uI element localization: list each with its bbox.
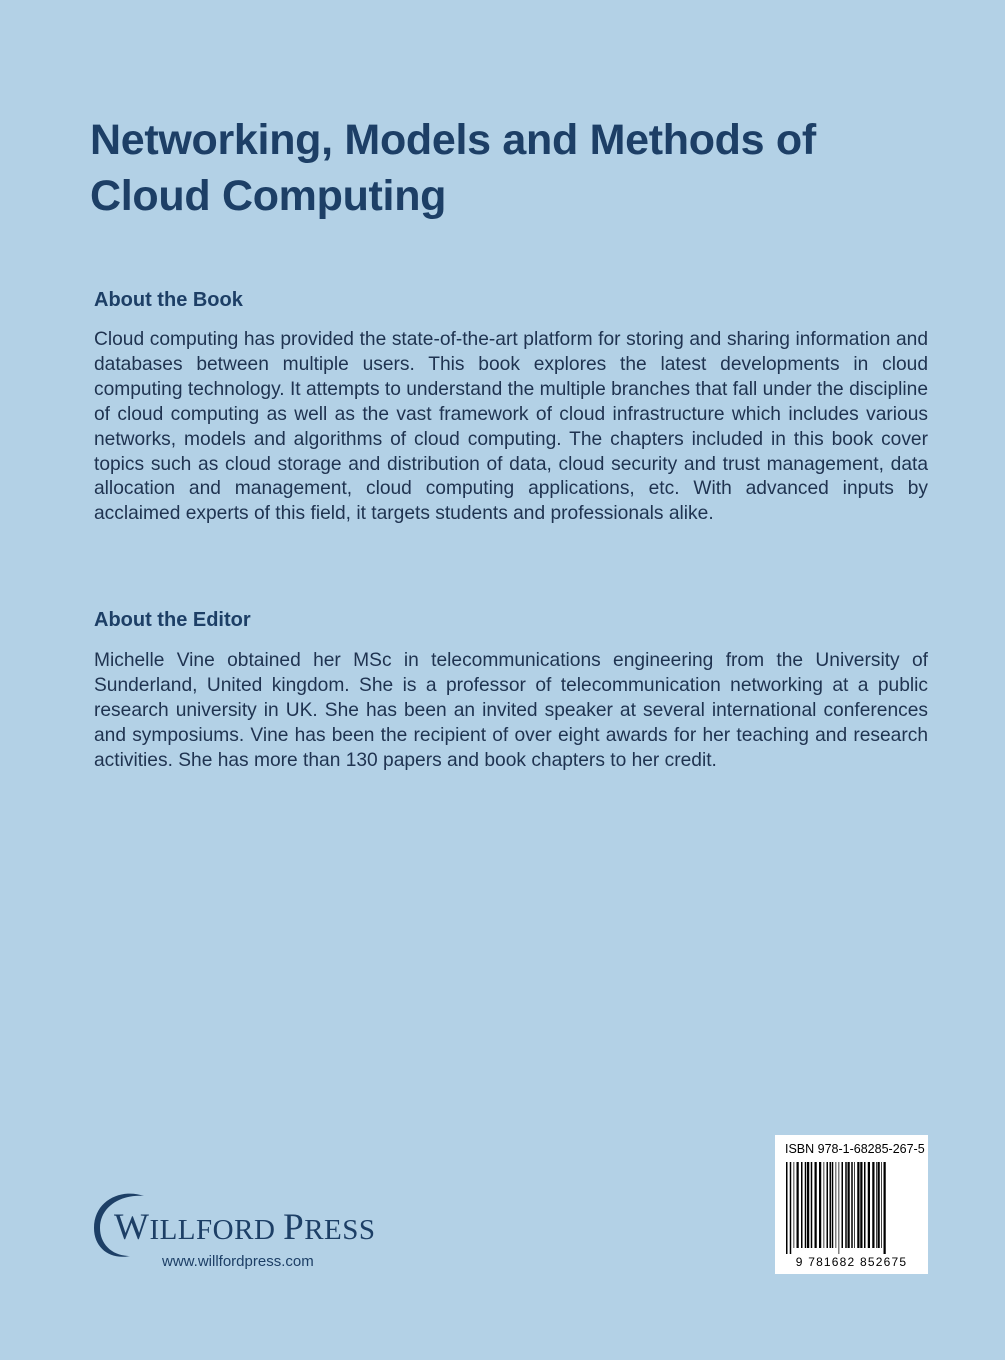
barcode-digits: 9 781682 852675 bbox=[795, 1255, 908, 1269]
isbn-label: ISBN 978-1-68285-267-5 bbox=[785, 1142, 925, 1156]
about-editor-text: Michelle Vine obtained her MSc in telecommunications engineering from the University of Sunderland, United kingdom. She is a professor of telecommunication networking at a public research university in UK. She has been an invited speaker at several international conferences and symposiums. Vine has been the recipient of over eight awards for her teaching and research activities. She has more than 130 papers and book chapters to her credit. bbox=[94, 650, 928, 771]
publisher-name: WILLFORD PRESS bbox=[114, 1207, 376, 1248]
about-book-text: Cloud computing has provided the state-of-the-art platform for storing and sharing information and databases between multiple users. This book explores the latest developments in cloud computing technology. It attempts to understand the multiple branches that fall under the discipline of cloud computing as well as the vast framework of cloud infrastructure which includes various networks, models and algorithms of cloud computing. The chapters included in this book cover topics such as cloud storage and distribution of data, cloud security and trust management, data allocation and management, cloud computing applications, etc. With advanced inputs by acclaimed experts of this field, it targets students and professionals alike. bbox=[94, 329, 928, 525]
book-title-line-2: Cloud Computing bbox=[90, 172, 447, 220]
publisher-logo bbox=[92, 1190, 376, 1280]
barcode-bars bbox=[785, 1162, 918, 1254]
publisher-url[interactable]: www.willfordpress.com bbox=[162, 1253, 314, 1270]
about-book-heading: About the Book bbox=[94, 289, 243, 311]
book-title-line-1: Networking, Models and Methods of bbox=[90, 116, 816, 164]
about-editor-heading: About the Editor bbox=[94, 609, 251, 631]
isbn-barcode bbox=[775, 1135, 928, 1274]
book-title bbox=[90, 112, 910, 224]
